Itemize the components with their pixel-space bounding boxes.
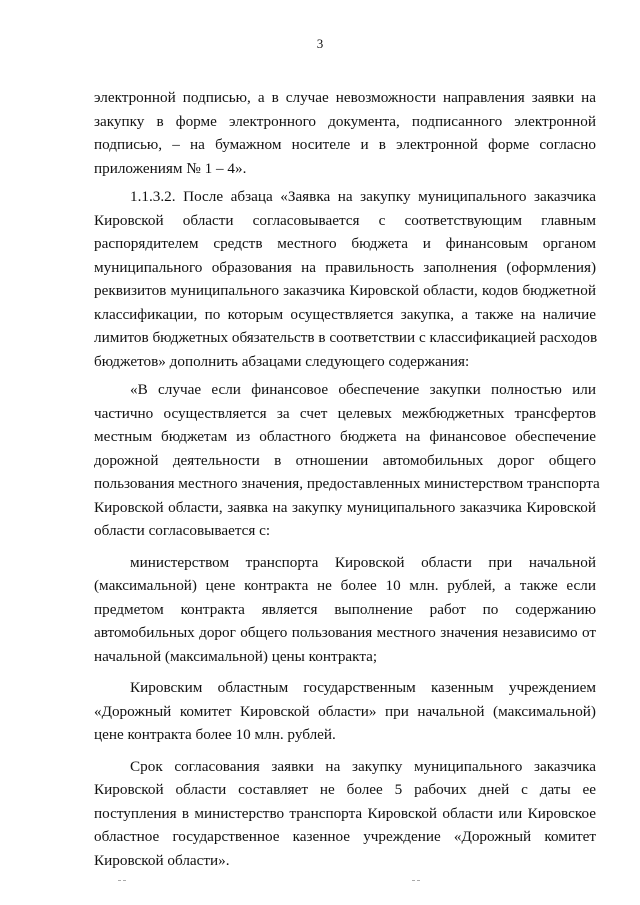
- text-line: «Дорожный комитет Кировской области» при начальной (максимальной): [94, 702, 596, 720]
- text-line: электронной подписью, а в случае невозможности направления заявки на: [94, 89, 596, 106]
- text-line: 1.1.3.2. После абзаца «Заявка на закупку муниципального заказчика: [130, 188, 596, 205]
- text-line: подписью, – на бумажном носителе и в электронной форме согласно: [94, 136, 596, 153]
- text-line: частично осуществляется за счет целевых межбюджетных трансфертов: [94, 404, 596, 422]
- document-body: [94, 86, 600, 872]
- text-line: Кировской области согласовывается с соответствующим главным: [94, 211, 596, 229]
- text-line: (максимальной) цене контракта не более 10 млн. рублей, а также если: [94, 577, 596, 594]
- scan-artifact-right: [412, 868, 426, 870]
- text-line: приложениям № 1 – 4».: [94, 159, 247, 177]
- text-line: реквизитов муниципального заказчика Кировской области, кодов бюджетной: [94, 282, 596, 299]
- text-line: классификации, по которым осуществляется закупка, а также на наличие: [94, 305, 596, 323]
- text-line: автомобильных дорог общего пользования местного значения независимо от: [94, 624, 596, 641]
- text-line: поступления в министерство транспорта Кировской области или Кировское: [94, 804, 596, 822]
- text-line: распорядителем средств местного бюджета и финансовым органом: [94, 235, 596, 252]
- text-line: бюджетов» дополнить абзацами следующего содержания:: [94, 352, 470, 370]
- text-line: областное государственное казенное учреждение «Дорожный комитет: [94, 828, 596, 845]
- text-line: Кировской области составляет не более 5 рабочих дней с даты ее: [94, 781, 596, 798]
- text-line: местным бюджетам из областного бюджета на финансовое обеспечение: [94, 428, 596, 445]
- scan-artifact-left: [118, 868, 132, 870]
- text-line: закупку в форме электронного документа, подписанного электронной: [94, 112, 596, 130]
- page-number: 3: [316, 36, 324, 51]
- text-line: «В случае если финансовое обеспечение закупки полностью или: [130, 381, 596, 398]
- text-line: Кировской области».: [94, 851, 230, 869]
- text-line: Кировской области, заявка на закупку муниципального заказчика Кировской: [94, 498, 596, 516]
- text-line: пользования местного значения, предоставленных министерством транспорта: [94, 475, 600, 492]
- text-line: лимитов бюджетных обязательств в соответствии с классификацией расходов: [94, 329, 598, 346]
- text-line: Кировским областным государственным казенным учреждением: [130, 679, 596, 696]
- text-line: дорожной деятельности в отношении автомобильных дорог общего: [94, 451, 596, 469]
- text-line: цене контракта более 10 млн. рублей.: [94, 726, 336, 743]
- text-line: муниципального образования на правильность заполнения (оформления): [94, 258, 596, 276]
- text-line: области согласовывается с:: [94, 522, 271, 539]
- text-line: начальной (максимальной) цены контракта;: [94, 647, 378, 665]
- text-line: министерством транспорта Кировской области при начальной: [130, 553, 596, 571]
- text-line: предметом контракта является выполнение работ по содержанию: [94, 600, 596, 618]
- text-line: Срок согласования заявки на закупку муниципального заказчика: [130, 757, 596, 775]
